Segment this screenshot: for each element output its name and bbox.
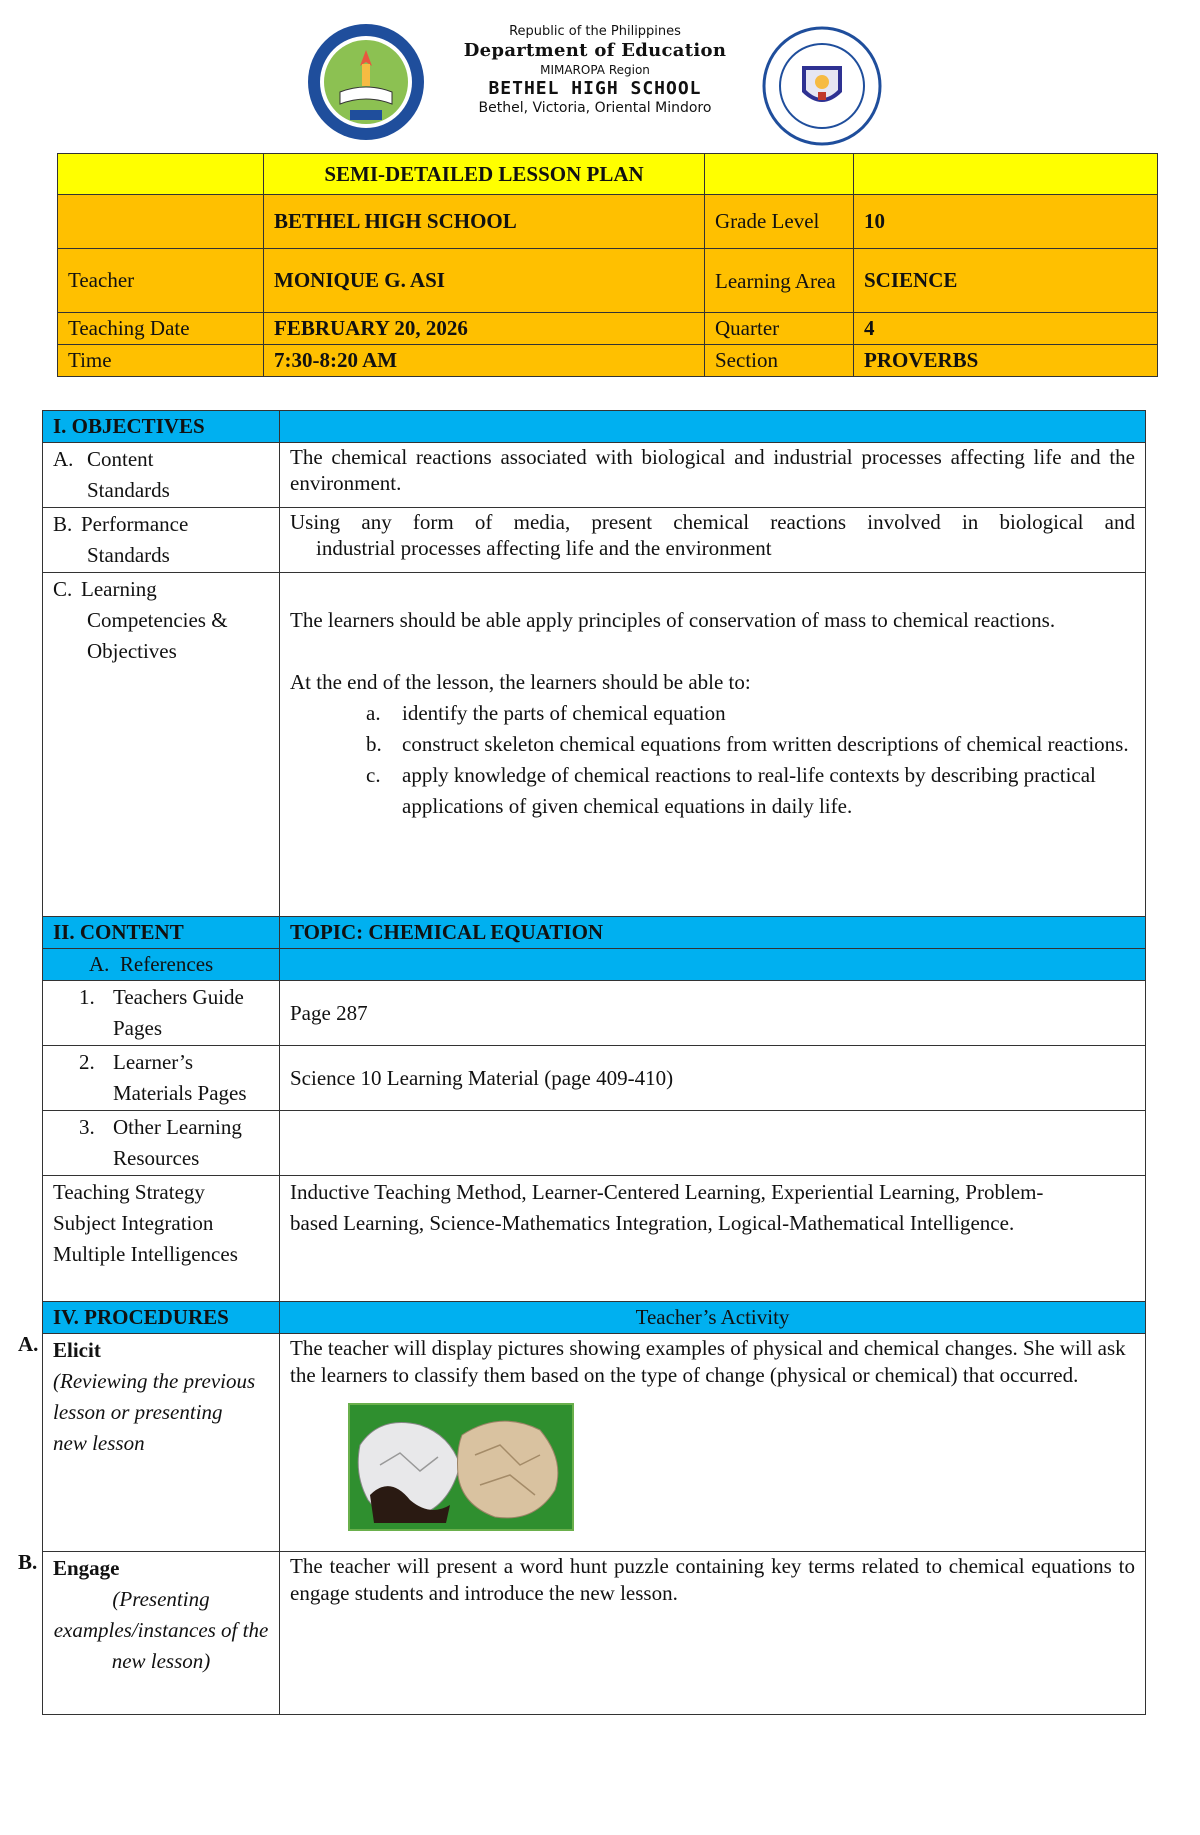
elicit-letter: A. <box>18 1332 39 1356</box>
performance-standards-label: B. Performance Standards <box>43 508 280 573</box>
engage-letter: B. <box>18 1550 38 1574</box>
references-label: A. References <box>43 949 280 981</box>
objectives-heading-blank <box>280 411 1146 443</box>
lesson-plan-table <box>42 410 1146 1715</box>
burnt-and-crumpled-paper-image <box>348 1403 574 1531</box>
teachers-guide-value: Page 287 <box>280 981 1146 1046</box>
performance-standards-text: Using any form of media, present chemical reactions involved in biological and industrial processes affecting life and the environment <box>280 508 1146 573</box>
content-standards-text: The chemical reactions associated with biological and industrial processes affecting life and the environment. <box>280 443 1146 508</box>
grade-level-value: 10 <box>854 195 1158 249</box>
objectives-heading: I. OBJECTIVES <box>43 411 280 443</box>
lesson-plan-title: SEMI-DETAILED LESSON PLAN <box>264 154 705 195</box>
info-blank-cell <box>705 154 854 195</box>
school-name: BETHEL HIGH SCHOOL <box>264 195 705 249</box>
quarter-value: 4 <box>854 313 1158 345</box>
teachers-guide-label: 1. Teachers Guide Pages <box>43 981 280 1046</box>
time-label: Time <box>58 345 264 377</box>
competencies-text <box>280 573 1146 917</box>
list-item: b. construct skeleton chemical equations from written descriptions of chemical reactions. <box>366 732 1129 756</box>
learners-materials-label: 2. Learner’s Materials Pages <box>43 1046 280 1111</box>
lesson-info-table <box>57 153 1158 377</box>
document-header <box>0 0 1200 152</box>
info-blank-cell <box>58 154 264 195</box>
teacher-name: MONIQUE G. ASI <box>264 249 705 313</box>
strategy-label: Teaching Strategy Subject Integration Multiple Intelligences <box>43 1176 280 1302</box>
elicit-text: The teacher will display pictures showing examples of physical and chemical changes. She will ask the learners to classify them based on the type of change (physical or chemical) that occurred. <box>290 1336 1126 1387</box>
section-value: PROVERBS <box>854 345 1158 377</box>
objectives-intro: At the end of the lesson, the learners should be able to: <box>290 670 751 694</box>
info-blank-cell <box>854 154 1158 195</box>
department-line: Department of Education <box>463 40 727 62</box>
engage-text: The teacher will present a word hunt puzzle containing key terms related to chemical equations to engage students and introduce the new lesson. <box>280 1552 1146 1715</box>
teachers-activity-heading: Teacher’s Activity <box>280 1302 1146 1334</box>
other-resources-value <box>280 1111 1146 1176</box>
school-seal-logo <box>306 22 426 142</box>
school-line: BETHEL HIGH SCHOOL <box>488 77 702 99</box>
competency-statement: The learners should be able apply principles of conservation of mass to chemical reactions. <box>290 608 1056 632</box>
teaching-date-value: FEBRUARY 20, 2026 <box>264 313 705 345</box>
teaching-date-label: Teaching Date <box>58 313 264 345</box>
elicit-activity <box>280 1334 1146 1552</box>
strategy-value: Inductive Teaching Method, Learner-Centered Learning, Experiential Learning, Problem-based Learning, Science-Mathematics Integration, Logical-Mathematical Intelligence. <box>280 1176 1146 1302</box>
grade-level-label: Grade Level <box>705 195 854 249</box>
other-resources-label: 3. Other Learning Resources <box>43 1111 280 1176</box>
objectives-list <box>290 698 1135 822</box>
competencies-label: C. Learning Competencies & Objectives <box>43 573 280 917</box>
elicit-label: Elicit (Reviewing the previous lesson or presenting new lesson <box>43 1334 280 1552</box>
region-line: MIMAROPA Region <box>540 62 650 77</box>
learners-materials-value: Science 10 Learning Material (page 409-410) <box>280 1046 1146 1111</box>
learning-area-value: SCIENCE <box>854 249 1158 313</box>
section-label: Section <box>705 345 854 377</box>
teacher-label: Teacher <box>58 249 264 313</box>
content-heading: II. CONTENT <box>43 917 280 949</box>
deped-seal-logo <box>762 26 882 146</box>
time-value: 7:30-8:20 AM <box>264 345 705 377</box>
content-standards-label: A. Content Standards <box>43 443 280 508</box>
info-blank-cell <box>58 195 264 249</box>
procedures-heading: IV. PROCEDURES <box>43 1302 280 1334</box>
address-line: Bethel, Victoria, Oriental Mindoro <box>478 100 712 117</box>
republic-line: Republic of the Philippines <box>509 24 681 39</box>
engage-label: Engage (Presenting examples/instances of the new lesson) <box>43 1552 280 1715</box>
list-item: c. apply knowledge of chemical reactions to real-life contexts by describing practical applications of given chemical equations in daily life. <box>366 763 1096 818</box>
header-text-block <box>440 24 750 118</box>
learning-area-label: Learning Area <box>705 249 854 313</box>
references-blank <box>280 949 1146 981</box>
quarter-label: Quarter <box>705 313 854 345</box>
list-item: a. identify the parts of chemical equation <box>366 701 726 725</box>
topic-heading: TOPIC: CHEMICAL EQUATION <box>280 917 1146 949</box>
